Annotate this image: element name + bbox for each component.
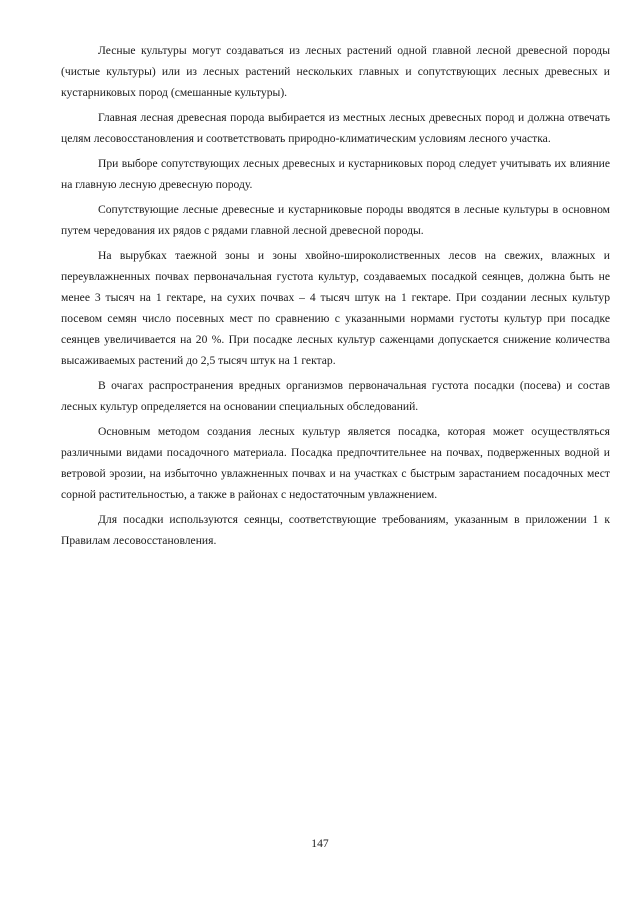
paragraph-3: При выборе сопутствующих лесных древесных и кустарниковых пород следует учитывать их влияние на главную лесную древесную породу. [61, 157, 610, 191]
document-body [61, 40, 610, 555]
paragraph-7: Основным методом создания лесных культур является посадка, которая может осуществляться различными видами посадочного материала. Посадка предпочтительнее на почвах, подверженных водной и ветровой эрозии, на избыточно увлажненных почвах и на участках с быстрым зарастанием посадочных мест сорной растительностью, а также в районах с недостаточным увлажнением. [61, 425, 610, 501]
paragraph-1: Лесные культуры могут создаваться из лесных растений одной главной лесной древесной породы (чистые культуры) или из лесных растений нескольких главных и сопутствующих лесных древесных и кустарниковых пород (смешанные культуры). [61, 44, 610, 99]
page-number: 147 [311, 837, 329, 850]
paragraph-5: На вырубках таежной зоны и зоны хвойно-широколиственных лесов на свежих, влажных и переувлажненных почвах первоначальная густота культур, создаваемых посадкой сеянцев, должна быть не менее 3 тысяч на 1 гектаре, на сухих почвах – 4 тысяч штук на 1 гектаре. При создании лесных культур посевом семян число посевных мест по сравнению с указанными нормами густоты культур при посадке сеянцев увеличивается на 20 %. При посадке лесных культур саженцами допускается снижение количества высаживаемых растений до 2,5 тысяч штук на 1 гектар. [61, 249, 610, 367]
paragraph-6: В очагах распространения вредных организмов первоначальная густота посадки (посева) и состав лесных культур определяется на основании специальных обследований. [61, 379, 610, 413]
paragraph-4: Сопутствующие лесные древесные и кустарниковые породы вводятся в лесные культуры в основном путем чередования их рядов с рядами главной лесной древесной породы. [61, 203, 610, 237]
paragraph-2: Главная лесная древесная порода выбирается из местных лесных древесных пород и должна отвечать целям лесовосстановления и соответствовать природно-климатическим условиям лесного участка. [61, 111, 610, 145]
paragraph-8: Для посадки используются сеянцы, соответствующие требованиям, указанным в приложении 1 к Правилам лесовосстановления. [61, 513, 610, 547]
